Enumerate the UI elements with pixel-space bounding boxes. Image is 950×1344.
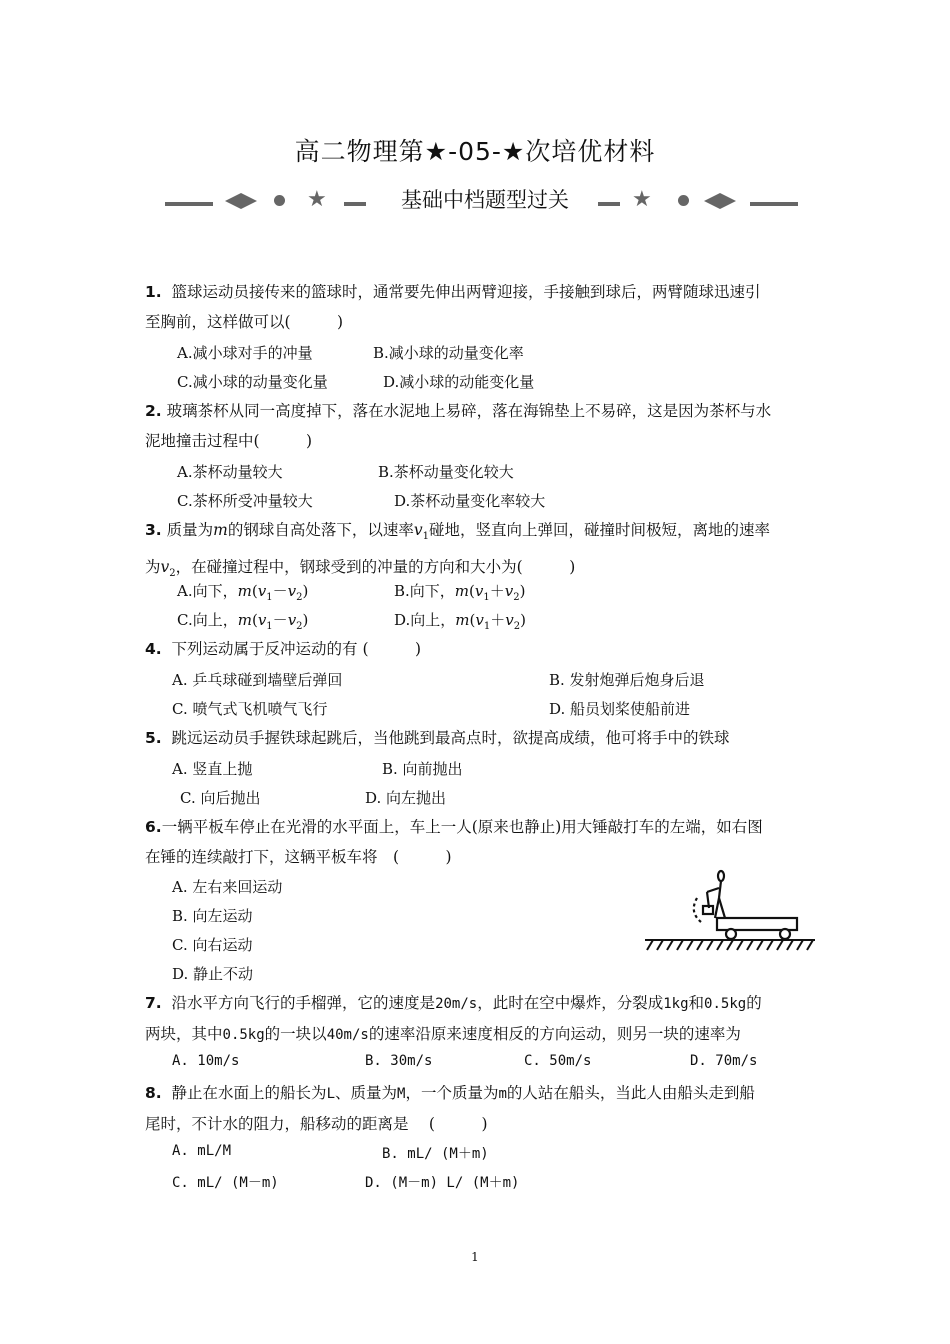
question-7: 7. 沿水平方向飞行的手榴弹，它的速度是20m/s，此时在空中爆炸，分裂成1kg和0.5kg的 两块，其中0.5kg的一块以40m/s的速率沿原来速度相反的方向运动，则另一块的速率为: [145, 994, 762, 1043]
q6-option-c: C. 向右运动: [172, 936, 253, 954]
q4-option-c: C. 喷气式飞机喷气飞行: [172, 700, 328, 718]
q6-option-d: D. 静止不动: [172, 965, 254, 983]
q5-option-b: B. 向前抛出: [382, 760, 463, 778]
q6-option-b: B. 向左运动: [172, 907, 253, 925]
question-5: 5. 跳远运动员手握铁球起跳后，当他跳到最高点时，欲提高成绩，他可将手中的铁球: [145, 729, 730, 747]
q5-option-c: C. 向后抛出: [180, 789, 261, 807]
page-title: 高二物理第★-05-★次培优材料: [294, 137, 656, 166]
decor-line-left-short: [344, 202, 366, 206]
question-4: 4. 下列运动属于反冲运动的有 ( ): [145, 640, 422, 658]
person-with-hammer: [694, 871, 725, 922]
decor-line-left: [165, 202, 213, 206]
ground-hatch: [645, 940, 815, 950]
q1-option-d: D.减小球的动能变化量: [383, 373, 535, 391]
question-2: 2. 玻璃茶杯从同一高度掉下，落在水泥地上易碎，落在海锦垫上不易碎，这是因为茶杯与水 泥地撞击过程中( ): [145, 402, 772, 450]
q8-option-c: C. mL/ (M－m): [172, 1175, 279, 1191]
diamond-icon: [225, 193, 257, 201]
q8-option-b: B. mL/ (M＋m): [382, 1146, 489, 1162]
page-number: 1: [471, 1250, 479, 1264]
q3-option-b: B.向下，$m(v_1+v_2)$: [394, 582, 526, 603]
q2-option-c: C.茶杯所受冲量较大: [177, 492, 313, 510]
question-1: 1. 篮球运动员接传来的篮球时，通常要先伸出两臂迎接，手接触到球后，两臂随球迅速引 至胸前，这样做可以( ): [145, 283, 761, 331]
dot-icon: [678, 195, 689, 206]
q5-option-d: D. 向左抛出: [365, 789, 447, 807]
q1-option-c: C.减小球的动量变化量: [177, 373, 328, 391]
q4-option-a: A. 乒乓球碰到墙壁后弹回: [172, 671, 343, 689]
q7-option-a: A. 10m/s: [172, 1053, 240, 1069]
diamond-icon: [225, 201, 257, 209]
q5-option-a: A. 竖直上抛: [172, 760, 253, 778]
q4-option-d: D. 船员划桨使船前进: [549, 700, 691, 718]
star-icon: ★: [632, 187, 652, 212]
q3-option-a: A.向下，$m(v_1-v_2)$: [177, 582, 309, 603]
q6-option-a: A. 左右来回运动: [172, 878, 283, 896]
cart: [717, 918, 797, 939]
decor-line-right: [750, 202, 798, 206]
page-subtitle: 基础中档题型过关: [401, 188, 569, 212]
q3-option-c: C.向上，$m(v_1-v_2)$: [177, 611, 309, 632]
q2-option-b: B.茶杯动量变化较大: [378, 463, 514, 481]
question-6: 6.一辆平板车停止在光滑的水平面上，车上一人(原来也静止)用大锤敲打车的左端，如右图 在锤的连续敲打下，这辆平板车将 ( ): [145, 818, 763, 866]
diamond-icon: [704, 193, 736, 201]
q2-option-a: A.茶杯动量较大: [177, 463, 283, 481]
diamond-icon: [704, 201, 736, 209]
decor-line-right-short: [598, 202, 620, 206]
cart-hammer-figure: [645, 868, 817, 956]
q4-option-b: B. 发射炮弹后炮身后退: [549, 671, 705, 689]
q7-option-c: C. 50m/s: [524, 1053, 592, 1069]
q1-option-b: B.减小球的动量变化率: [373, 344, 524, 362]
q8-option-d: D. (M－m) L/ (M＋m): [365, 1175, 520, 1191]
question-8: 8. 静止在水面上的船长为L、质量为M，一个质量为m的人站在船头，当此人由船头走到船 尾时，不计水的阻力，船移动的距离是 ( ): [145, 1084, 755, 1133]
q2-option-d: D.茶杯动量变化率较大: [394, 492, 546, 510]
star-icon: ★: [307, 187, 327, 212]
q3-option-d: D.向上，$m(v_1+v_2)$: [394, 611, 526, 632]
q7-option-d: D. 70m/s: [690, 1053, 758, 1069]
q8-option-a: A. mL/M: [172, 1143, 232, 1159]
dot-icon: [274, 195, 285, 206]
question-3: 3. 质量为m的钢球自高处落下，以速率$v_1$碰地，竖直向上弹回，碰撞时间极短，离地的速率 为$v_2$，在碰撞过程中，钢球受到的冲量的方向和大小为( ): [145, 521, 771, 580]
q1-option-a: A.减小球对手的冲量: [177, 344, 313, 362]
q7-option-b: B. 30m/s: [365, 1053, 433, 1069]
